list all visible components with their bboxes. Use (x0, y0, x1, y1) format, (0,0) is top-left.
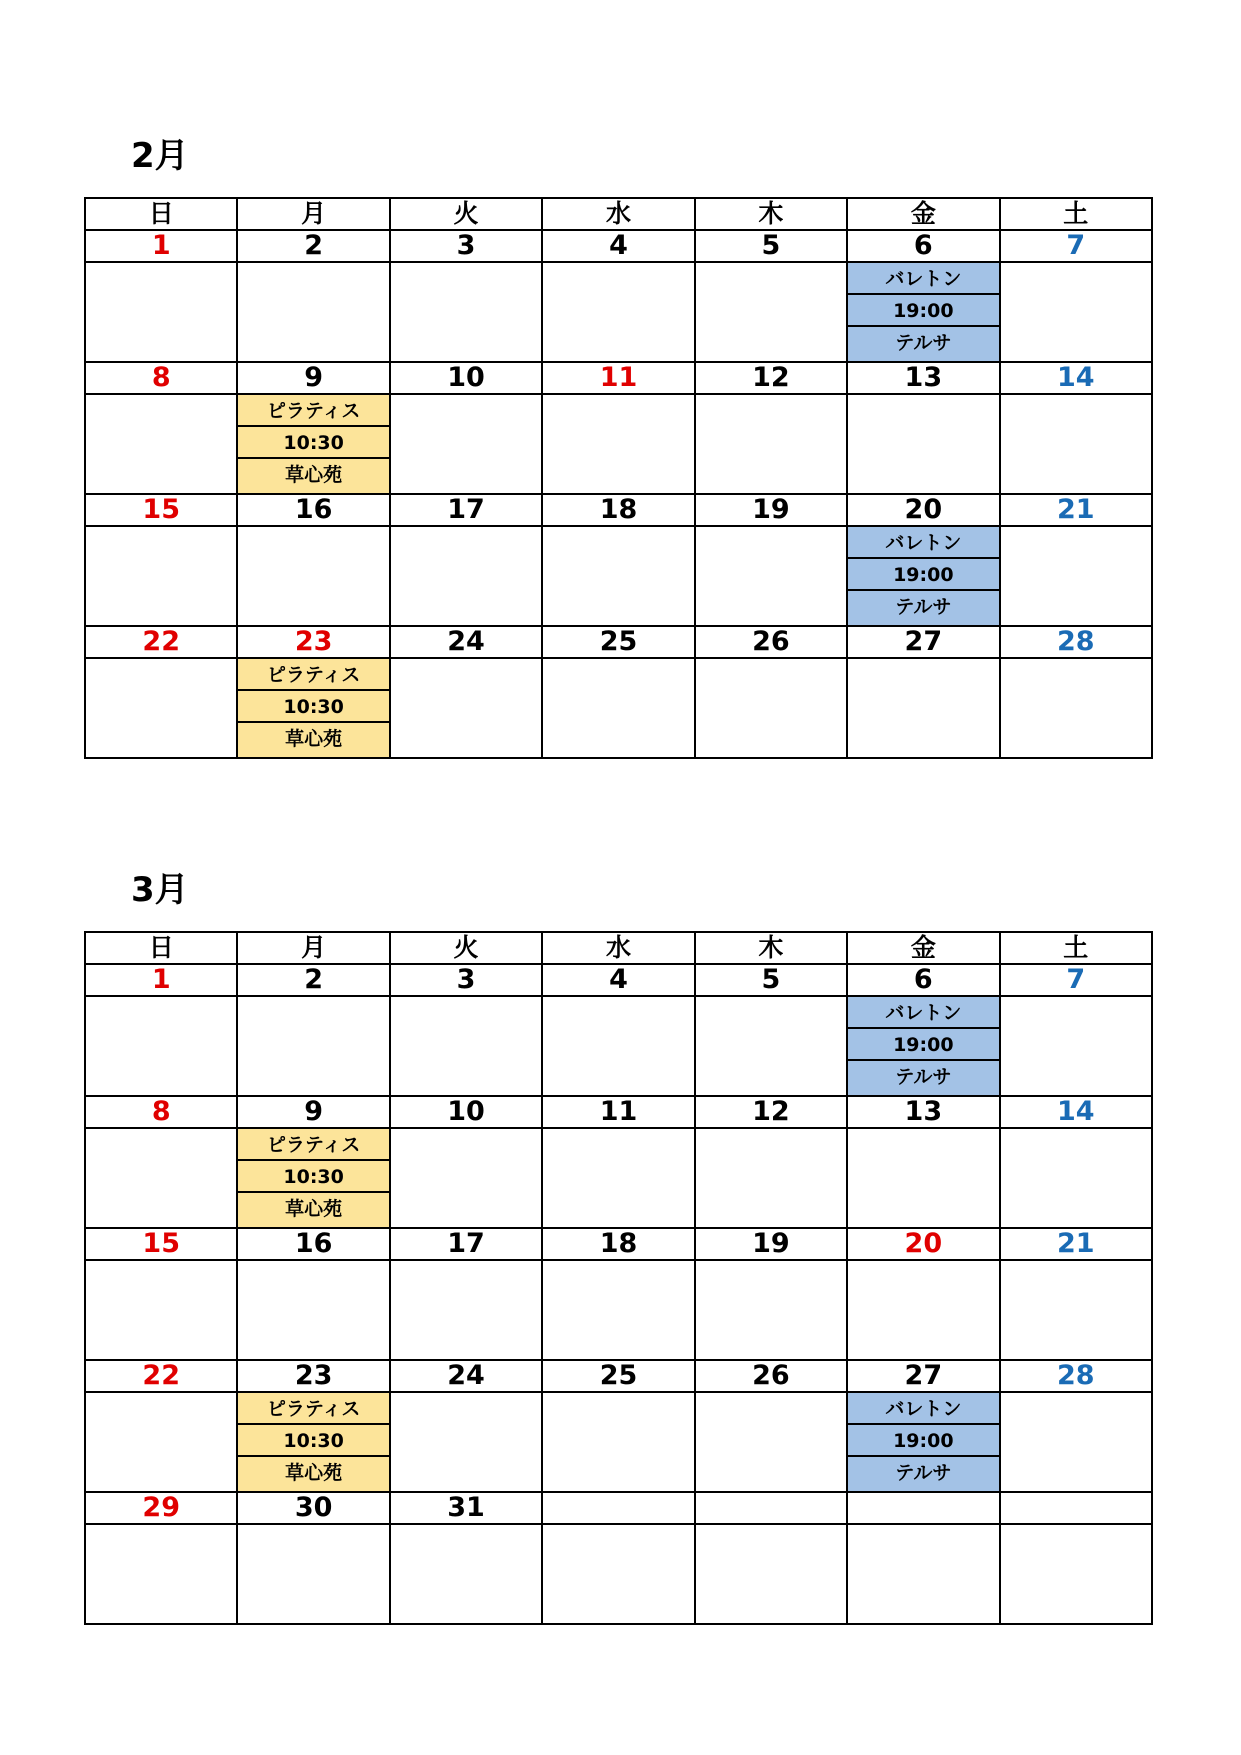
day-cell (695, 1260, 847, 1360)
day-cell (542, 658, 694, 758)
barreton-event-line: テルサ (848, 1061, 998, 1095)
date-row (85, 494, 1152, 526)
pilates-event-line: 10:30 (238, 1161, 388, 1193)
barreton-event-line: バレトン (848, 1393, 998, 1425)
date-number: 1 (85, 230, 237, 262)
weekday-header: 月 (237, 198, 389, 230)
pilates-event-line: 草心苑 (238, 1193, 388, 1227)
day-cell (85, 1392, 237, 1492)
day-cell (85, 1260, 237, 1360)
day-cell (847, 1260, 999, 1360)
barreton-event-line: 19:00 (848, 559, 998, 591)
date-number: 16 (237, 494, 389, 526)
pilates-event-line: ピラティス (238, 395, 388, 427)
date-number: 10 (390, 1096, 542, 1128)
date-number: 30 (237, 1492, 389, 1524)
date-row (85, 1096, 1152, 1128)
day-cell (542, 394, 694, 494)
date-number: 1 (85, 964, 237, 996)
date-number: 13 (847, 1096, 999, 1128)
pilates-event-line: ピラティス (238, 1393, 388, 1425)
pilates-event-line: ピラティス (238, 659, 388, 691)
date-number: 5 (695, 230, 847, 262)
date-number: 24 (390, 1360, 542, 1392)
date-number: 4 (542, 230, 694, 262)
date-number: 3 (390, 964, 542, 996)
date-number: 11 (542, 362, 694, 394)
day-cell (390, 1260, 542, 1360)
date-number: 18 (542, 494, 694, 526)
date-number: 25 (542, 626, 694, 658)
date-number: 21 (1000, 494, 1152, 526)
day-cell (847, 394, 999, 494)
weekday-header: 月 (237, 932, 389, 964)
day-cell (1000, 996, 1152, 1096)
date-number: 27 (847, 626, 999, 658)
day-cell (237, 1128, 389, 1228)
weekday-header: 金 (847, 932, 999, 964)
date-number: 7 (1000, 230, 1152, 262)
event-row (85, 658, 1152, 758)
event-row (85, 1260, 1152, 1360)
day-cell (390, 1392, 542, 1492)
date-number: 4 (542, 964, 694, 996)
date-number: 8 (85, 362, 237, 394)
date-number: 16 (237, 1228, 389, 1260)
day-cell (847, 1524, 999, 1624)
day-cell (237, 1260, 389, 1360)
barreton-event-line: バレトン (848, 997, 998, 1029)
day-cell (85, 1524, 237, 1624)
day-cell (847, 526, 999, 626)
day-cell (85, 996, 237, 1096)
day-cell (1000, 1392, 1152, 1492)
date-number: 22 (85, 626, 237, 658)
date-number: 5 (695, 964, 847, 996)
weekday-header: 金 (847, 198, 999, 230)
date-number (1000, 1492, 1152, 1524)
date-number: 23 (237, 626, 389, 658)
date-number: 24 (390, 626, 542, 658)
day-cell (695, 1392, 847, 1492)
date-number: 8 (85, 1096, 237, 1128)
date-number: 15 (85, 494, 237, 526)
event-row (85, 262, 1152, 362)
date-number: 19 (695, 1228, 847, 1260)
day-cell (1000, 1524, 1152, 1624)
weekday-header: 火 (390, 932, 542, 964)
date-number: 3 (390, 230, 542, 262)
day-cell (237, 526, 389, 626)
date-number: 9 (237, 1096, 389, 1128)
date-number: 14 (1000, 362, 1152, 394)
event-row (85, 1128, 1152, 1228)
date-number: 12 (695, 1096, 847, 1128)
calendar-feb (84, 197, 1153, 759)
date-number: 11 (542, 1096, 694, 1128)
date-number: 17 (390, 1228, 542, 1260)
weekday-header: 木 (695, 198, 847, 230)
date-number: 31 (390, 1492, 542, 1524)
weekday-header: 日 (85, 932, 237, 964)
date-number: 22 (85, 1360, 237, 1392)
day-cell (1000, 1260, 1152, 1360)
day-cell (695, 1128, 847, 1228)
day-cell (542, 1392, 694, 1492)
barreton-event-line: 19:00 (848, 1425, 998, 1457)
barreton-event-line: 19:00 (848, 295, 998, 327)
day-cell (847, 658, 999, 758)
day-cell (847, 1128, 999, 1228)
pilates-event-line: 草心苑 (238, 459, 388, 493)
event-row (85, 1392, 1152, 1492)
day-cell (85, 262, 237, 362)
date-number: 28 (1000, 1360, 1152, 1392)
day-cell (390, 1524, 542, 1624)
day-cell (390, 262, 542, 362)
event-row (85, 394, 1152, 494)
barreton-event-line: バレトン (848, 527, 998, 559)
date-number: 13 (847, 362, 999, 394)
day-cell (237, 996, 389, 1096)
date-number: 26 (695, 1360, 847, 1392)
day-cell (390, 658, 542, 758)
date-row (85, 964, 1152, 996)
event-row (85, 526, 1152, 626)
barreton-event-line: バレトン (848, 263, 998, 295)
date-number: 29 (85, 1492, 237, 1524)
date-number: 19 (695, 494, 847, 526)
day-cell (237, 1392, 389, 1492)
day-cell (237, 262, 389, 362)
date-number: 7 (1000, 964, 1152, 996)
pilates-event-line: 草心苑 (238, 723, 388, 757)
barreton-event-line: テルサ (848, 1457, 998, 1491)
pilates-event-line: 10:30 (238, 427, 388, 459)
day-cell (1000, 526, 1152, 626)
date-row (85, 1492, 1152, 1524)
date-number: 20 (847, 494, 999, 526)
date-number: 27 (847, 1360, 999, 1392)
day-cell (542, 526, 694, 626)
day-cell (695, 262, 847, 362)
date-number (847, 1492, 999, 1524)
date-number (542, 1492, 694, 1524)
date-number: 14 (1000, 1096, 1152, 1128)
date-number: 6 (847, 964, 999, 996)
day-cell (542, 1524, 694, 1624)
weekday-header: 日 (85, 198, 237, 230)
date-row (85, 230, 1152, 262)
event-row (85, 996, 1152, 1096)
weekday-header: 木 (695, 932, 847, 964)
day-cell (695, 526, 847, 626)
weekday-header-row (85, 198, 1152, 230)
date-number (695, 1492, 847, 1524)
day-cell (695, 394, 847, 494)
day-cell (695, 658, 847, 758)
day-cell (390, 394, 542, 494)
date-row (85, 1228, 1152, 1260)
day-cell (85, 658, 237, 758)
barreton-event-line: 19:00 (848, 1029, 998, 1061)
day-cell (695, 996, 847, 1096)
day-cell (85, 526, 237, 626)
day-cell (847, 262, 999, 362)
date-number: 2 (237, 964, 389, 996)
weekday-header-row (85, 932, 1152, 964)
day-cell (542, 1128, 694, 1228)
day-cell (85, 394, 237, 494)
date-row (85, 362, 1152, 394)
day-cell (1000, 262, 1152, 362)
month-title-mar: 3月 (131, 870, 189, 910)
date-number: 15 (85, 1228, 237, 1260)
day-cell (847, 996, 999, 1096)
weekday-header: 火 (390, 198, 542, 230)
day-cell (542, 262, 694, 362)
day-cell (542, 996, 694, 1096)
date-number: 21 (1000, 1228, 1152, 1260)
date-number: 10 (390, 362, 542, 394)
pilates-event-line: 草心苑 (238, 1457, 388, 1491)
day-cell (237, 394, 389, 494)
date-number: 28 (1000, 626, 1152, 658)
day-cell (390, 1128, 542, 1228)
weekday-header: 水 (542, 932, 694, 964)
day-cell (390, 526, 542, 626)
barreton-event-line: テルサ (848, 327, 998, 361)
day-cell (390, 996, 542, 1096)
weekday-header: 水 (542, 198, 694, 230)
day-cell (237, 1524, 389, 1624)
day-cell (695, 1524, 847, 1624)
date-row (85, 1360, 1152, 1392)
weekday-header: 土 (1000, 932, 1152, 964)
pilates-event-line: ピラティス (238, 1129, 388, 1161)
date-number: 18 (542, 1228, 694, 1260)
date-number: 12 (695, 362, 847, 394)
date-number: 23 (237, 1360, 389, 1392)
calendar-mar (84, 931, 1153, 1625)
date-number: 6 (847, 230, 999, 262)
event-row (85, 1524, 1152, 1624)
day-cell (1000, 394, 1152, 494)
day-cell (542, 1260, 694, 1360)
date-number: 25 (542, 1360, 694, 1392)
pilates-event-line: 10:30 (238, 691, 388, 723)
day-cell (847, 1392, 999, 1492)
date-row (85, 626, 1152, 658)
date-number: 2 (237, 230, 389, 262)
month-title-feb: 2月 (131, 136, 189, 176)
date-number: 9 (237, 362, 389, 394)
day-cell (1000, 658, 1152, 758)
date-number: 20 (847, 1228, 999, 1260)
weekday-header: 土 (1000, 198, 1152, 230)
date-number: 26 (695, 626, 847, 658)
day-cell (1000, 1128, 1152, 1228)
day-cell (237, 658, 389, 758)
barreton-event-line: テルサ (848, 591, 998, 625)
pilates-event-line: 10:30 (238, 1425, 388, 1457)
day-cell (85, 1128, 237, 1228)
date-number: 17 (390, 494, 542, 526)
